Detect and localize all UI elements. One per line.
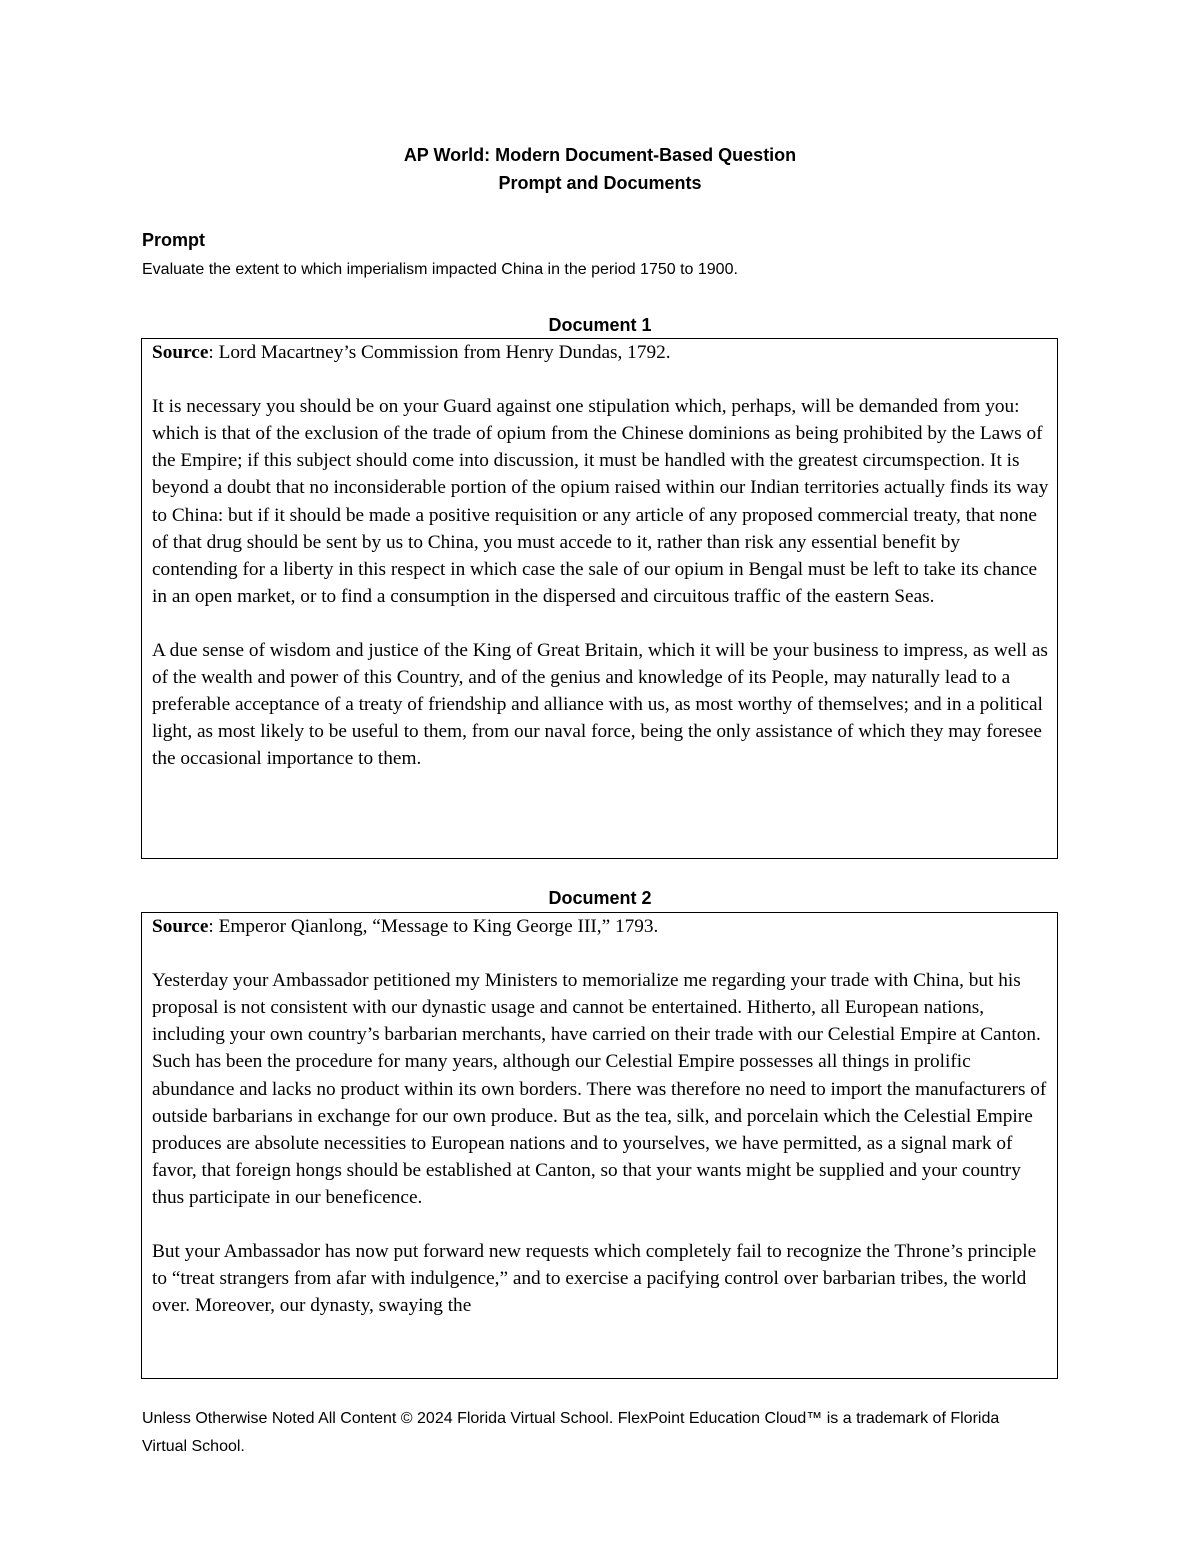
document-2-paragraph-1: Yesterday your Ambassador petitioned my Ministers to memorialize me regarding your trade with China, but his proposal is not consistent with our dynastic usage and cannot be entertained. Hitherto, all European nations, including your own country’s barbarian merchants, have carried on their trade with our Celestial Empire at Canton. Such has been the procedure for many years, although our Celestial Empire possesses all things in prolific abundance and lacks no product within its own borders. There was therefore no need to import the manufacturers of outside barbarians in exchange for our own produce. But as the tea, silk, and porcelain which the Celestial Empire produces are absolute necessities to European nations and to yourselves, we have permitted, as a signal mark of favor, that foreign hongs should be established at Canton, so that your wants might be supplied and your country thus participate in our beneficence. xyxy=(152,970,1047,1208)
source-label: Source xyxy=(152,342,209,363)
page-subtitle: Prompt and Documents xyxy=(498,173,702,193)
document-1-box xyxy=(141,338,1058,859)
source-citation: : Emperor Qianlong, “Message to King George III,” 1793. xyxy=(208,916,659,937)
document-1-source xyxy=(152,339,1049,366)
document-2-box xyxy=(141,912,1058,1379)
copyright-footer: Unless Otherwise Noted All Content © 2024 Florida Virtual School. FlexPoint Education Cloud™ is a trademark of Florida Virtual School. xyxy=(142,1410,1000,1455)
document-2-heading: Document 2 xyxy=(548,888,652,908)
document-2-paragraph-2: But your Ambassador has now put forward new requests which completely fail to recognize the Throne’s principle to “treat strangers from afar with indulgence,” and to exercise a pacifying control over barbarian tribes, the world over. Moreover, our dynasty, swaying the xyxy=(152,1241,1037,1317)
source-citation: : Lord Macartney’s Commission from Henry Dundas, 1792. xyxy=(208,342,671,363)
prompt-heading: Prompt xyxy=(142,230,205,250)
document-1-paragraph-1: It is necessary you should be on your Guard against one stipulation which, perhaps, will be demanded from you: which is that of the exclusion of the trade of opium from the Chinese dominions as being prohibited by the Laws of the Empire; if this subject should come into discussion, it must be handled with the greatest circumspection. It is beyond a doubt that no inconsiderable portion of the opium raised within our Indian territories actually finds its way to China: but if it should be made a positive requisition or any article of any proposed commercial treaty, that none of that drug should be sent by us to China, you must accede to it, rather than risk any essential benefit by contending for a liberty in this respect in which case the sale of our opium in Bengal must be left to take its chance in an open market, or to find a consumption in the dispersed and circuitous traffic of the eastern Seas. xyxy=(152,396,1049,607)
prompt-text: Evaluate the extent to which imperialism impacted China in the period 1750 to 1900. xyxy=(142,261,738,278)
document-2-source xyxy=(152,913,1049,940)
document-1-paragraph-2: A due sense of wisdom and justice of the King of Great Britain, which it will be your business to impress, as well as of the wealth and power of this Country, and of the genius and knowledge of its People, may naturally lead to a preferable acceptance of a treaty of friendship and alliance with us, as most worthy of themselves; and in a political light, as most likely to be useful to them, from our naval force, being the only assistance of which they may foresee the occasional importance to them. xyxy=(152,640,1048,770)
page-title: AP World: Modern Document-Based Question xyxy=(403,145,797,165)
source-label: Source xyxy=(152,916,209,937)
document-1-heading: Document 1 xyxy=(548,315,652,335)
